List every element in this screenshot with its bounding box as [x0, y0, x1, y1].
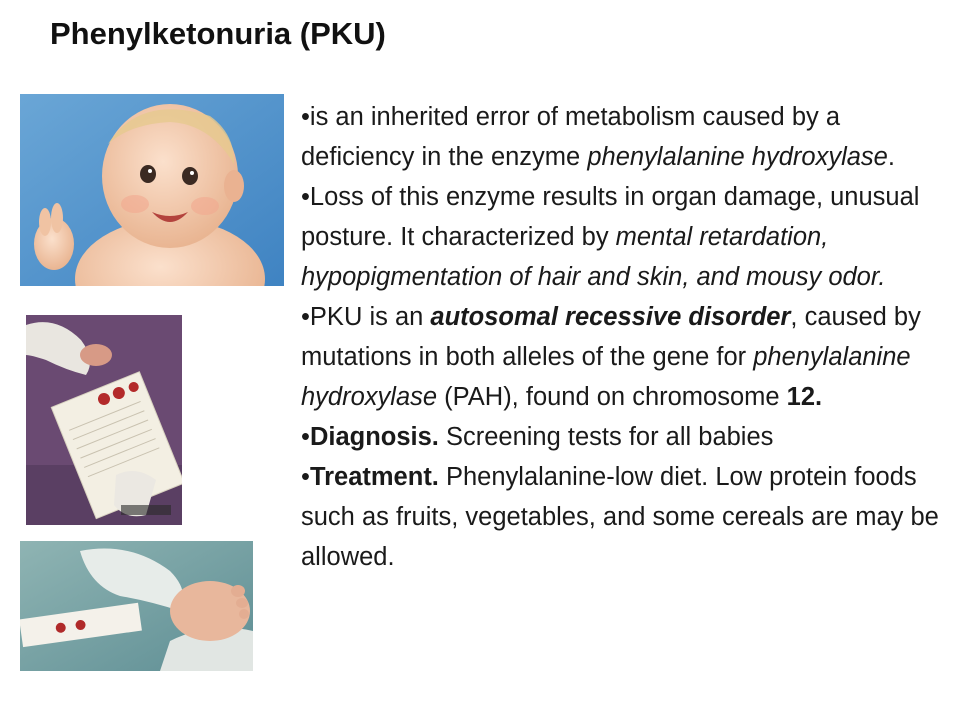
baby-photo [20, 94, 284, 286]
bullet-text: •Loss of this enzyme results in organ damage, unusual posture. It characterized by [301, 183, 920, 251]
bullet-treatment [301, 457, 951, 577]
enzyme-term: phenylalanine hydroxylase [587, 143, 888, 171]
bullet-text: •is an inherited error of metabolism caused by a deficiency in the enzyme [301, 103, 841, 171]
symptoms-text: mental retardation, hypopigmentation of hair and skin, and mousy odor. [301, 223, 886, 291]
bullet-list [301, 97, 951, 577]
bullet-text: , caused by mutations in both alleles of the gene for [301, 303, 921, 371]
treatment-label: Treatment. [309, 463, 439, 491]
bullet-symptoms [301, 177, 951, 297]
diagnosis-label: Diagnosis. [309, 423, 439, 451]
blood-test-card-photo [26, 315, 182, 525]
inheritance-term: autosomal recessive disorder [430, 303, 791, 331]
enzyme-term: phenylalanine hydroxylase [301, 343, 911, 411]
bullet-text: Screening tests for all babies [438, 423, 774, 451]
bullet-text: Phenylalanine-low diet. Low protein foods such as fruits, vegetables, and some cereals are may be allowed. [301, 463, 939, 571]
bullet-definition [301, 97, 951, 177]
bullet-inheritance [301, 297, 951, 417]
bullet-diagnosis [301, 417, 951, 457]
heel-prick-photo [20, 541, 253, 671]
bullet-text: . [887, 143, 895, 171]
bullet-text: (PAH), found on chromosome [437, 383, 787, 411]
bullet-text: •PKU is an [301, 303, 431, 331]
chromosome-number: 12. [786, 383, 823, 411]
bullet-marker: • [301, 423, 310, 451]
slide-title: Phenylketonuria (PKU) [50, 16, 386, 51]
bullet-marker: • [301, 463, 310, 491]
